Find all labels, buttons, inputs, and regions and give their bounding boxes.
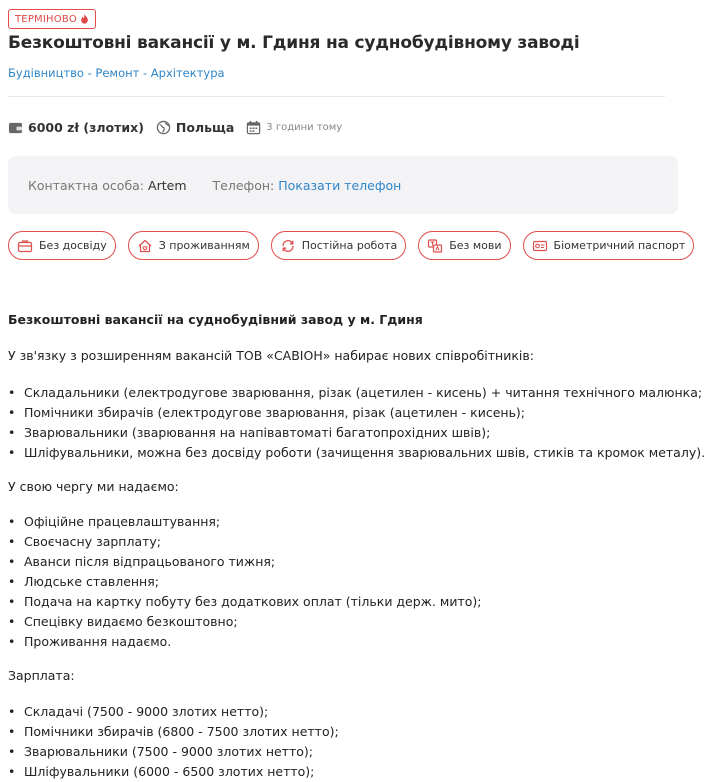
list-item: • Людське ставлення; [8, 572, 658, 592]
briefcase-icon [17, 238, 33, 254]
calendar-icon [246, 120, 261, 135]
category-link[interactable]: Будівництво - Ремонт - Архітектура [8, 66, 225, 80]
offer-intro: У свою чергу ми надаємо: [8, 479, 179, 494]
tag-biometric-passport[interactable] [523, 231, 695, 260]
list-item: • Проживання надаємо. [8, 632, 658, 652]
home-icon [137, 238, 153, 254]
list-item: • Помічники збирачів (електродугове зварювання, різак (ацетилен - кисень); [8, 403, 658, 423]
salary-intro: Зарплата: [8, 668, 75, 683]
listing-meta [8, 118, 342, 136]
divider [8, 96, 665, 97]
tag-no-language[interactable] [418, 231, 510, 260]
urgent-badge [8, 9, 96, 29]
salaries-list [8, 702, 658, 782]
refresh-icon [280, 238, 296, 254]
description-heading: Безкоштовні вакансії на суднобудівний завод у м. Гдиня [8, 312, 423, 327]
positions-list [8, 383, 705, 463]
list-item: • Спецівку видаємо безкоштовно; [8, 612, 658, 632]
passport-icon [532, 238, 548, 254]
wallet-icon [8, 120, 23, 135]
tag-label: Постійна робота [301, 239, 398, 252]
list-item: • Шліфувальники (6000 - 6500 злотих нетто); [8, 762, 658, 782]
offers-list [8, 512, 658, 652]
job-description [8, 312, 705, 782]
tag-label: Біометричний паспорт [553, 239, 686, 252]
tag-list [8, 231, 694, 260]
contact-person-label: Контактна особа: [28, 177, 145, 193]
contact-person-name: Artem [148, 177, 187, 193]
show-phone-link[interactable]: Показати телефон [278, 177, 402, 193]
list-item: • Зварювальники (7500 - 9000 злотих нетто); [8, 742, 658, 762]
list-item: • Аванси після відпрацьованого тижня; [8, 552, 658, 572]
contact-panel [8, 156, 678, 214]
tag-label: Без мови [449, 239, 502, 252]
tag-permanent-job[interactable] [271, 231, 406, 260]
list-item: • Своєчасну зарплату; [8, 532, 658, 552]
globe-icon [156, 120, 171, 135]
salary-value: 6000 zł (злотих) [28, 119, 144, 135]
list-item: • Складальники (електродугове зварювання, різак (ацетилен - кисень) + читання технічного малюнка; [8, 383, 658, 403]
fire-icon [80, 14, 89, 24]
list-item: • Офіційне працевлаштування; [8, 512, 658, 532]
phone-label: Телефон: [212, 177, 275, 193]
tag-label: Без досвіду [39, 239, 107, 252]
tag-label: З проживанням [158, 239, 250, 252]
urgent-badge-label: ТЕРМІНОВО [15, 13, 77, 25]
list-item: • Шліфувальники, можна без досвіду роботи (зачищення зварювальних швів, стиків та кромок металу). [8, 443, 658, 463]
description-intro: У зв'язку з розширенням вакансій ТОВ «САВІОН» набирає нових співробітників: [8, 348, 534, 363]
tag-no-experience[interactable] [8, 231, 116, 260]
tag-with-accommodation[interactable] [128, 231, 259, 260]
page-title: Безкоштовні вакансії у м. Гдиня на суднобудівному заводі [8, 33, 580, 53]
translate-icon [427, 238, 443, 254]
posted-time: 3 години тому [266, 121, 343, 133]
list-item: • Подача на картку побуту без додаткових оплат (тільки держ. мито); [8, 592, 658, 612]
country-value: Польща [175, 119, 235, 135]
list-item: • Помічники збирачів (6800 - 7500 злотих нетто); [8, 722, 658, 742]
list-item: • Зварювальники (зварювання на напівавтоматі багатопрохідних швів); [8, 423, 658, 443]
list-item: • Складачі (7500 - 9000 злотих нетто); [8, 702, 658, 722]
